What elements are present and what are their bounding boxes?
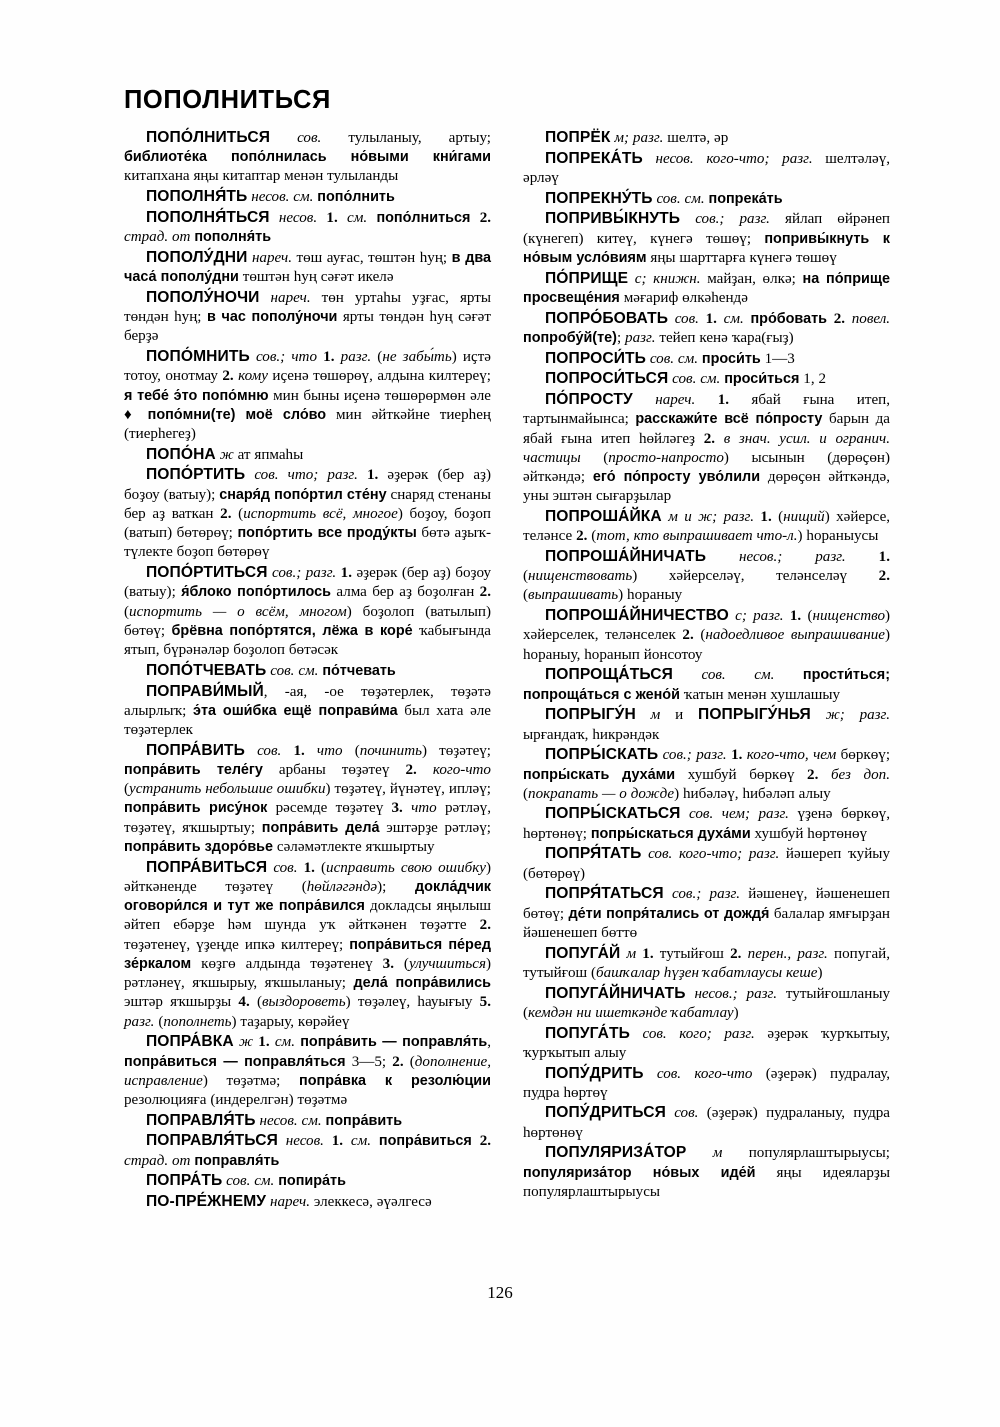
dictionary-entry: ПОПРЁК м; разг. шелтә, әр <box>545 129 729 146</box>
dictionary-entry: ПОПРЕКНУ́ТЬ сов. см. попрека́ть <box>545 189 783 207</box>
dictionary-entry: ПОПРЫ́СКАТЬСЯ сов. чем; разг. үҙенә бөркөү, һөртөнөү; попры́скаться духа́ми хушбуй һөртөнөү <box>523 805 890 842</box>
dictionary-entry: ПОПРОСИ́ТЬСЯ сов. см. проси́ться 1, 2 <box>545 370 827 388</box>
right-column <box>523 128 890 1213</box>
dictionary-entry: ПОПРИВЫ́КНУТЬ сов.; разг. яйлап өйрәнеп (күнегеп) китеү, күнегә төшөү; попривы́кнуть к но́вым усло́виям яңы шарттарға күнегә төшөү <box>523 210 891 266</box>
dictionary-entry: ПОПО́ТЧЕВАТЬ сов. см. по́тчевать <box>146 661 396 679</box>
dictionary-entry: ПОПО́РТИТЬ сов. что; разг. 1. әҙерәк (бер аҙ) боҙоу (ватыу); снаря́д попо́ртил сте́ну снаряд стенаны бер аҙ ваткан 2. (испортить всё, многое) боҙоу, боҙоп (ватып) бөтөрөү; попо́ртить все проду́кты бөтә аҙыҡ-түлекте боҙоп бөтөрөү <box>124 466 492 561</box>
dictionary-entry: ПОПОЛУ́ДНИ нареч. төш ауғас, төштән һуң; в два часа́ пополу́дни төштән һуң сәғәт икелә <box>124 248 492 286</box>
dictionary-entry: ПО-ПРЕ́ЖНЕМУ нареч. элеккесә, әүәлгесә <box>146 1193 432 1211</box>
dictionary-entry: ПОПРА́ВКА ж 1. см. попра́вить — поправля́ть, попра́виться — поправля́ться 3—5; 2. (дополнение, исправление) төҙәтмә; попра́вка к резолю́ции резолюцияға (индерелгән) төҙәтмә <box>124 1033 491 1108</box>
dictionary-entry: ПОПРА́ВИТЬ сов. 1. что (починить) төҙәтеү; попра́вить теле́гу арбаны төҙәтеү 2. кого-что (устранить небольшие ошибки) төҙәтеү, йүнәтеү, ипләү; попра́вить рису́нок рәсемде төҙәтеү 3. что рәтләү, төҙәтеү, яҡшыртыу; попра́вить дела́ эштәрҙе рәтләү; попра́вить здоро́вье сәләмәтлекте яҡшыртыу <box>124 741 492 855</box>
dictionary-entry: ПОПРА́ВИТЬСЯ сов. 1. (исправить свою ошибку) әйткәненде төҙәтеү (һөйләгәндә); докла́дчик оговори́лся и тут же попра́вился докладсы яңылыш әйтеп ебәрҙе һәм шунда уҡ әйткәнен төҙәтте 2. төҙәтенеү, үҙеңде ипкә килтереү; попра́виться пе́ред зе́ркалом көҙгө алдында төҙәтенеү 3. (улучшиться) рәтләнеү, яҡшырыу, яҡшыланыу; дела́ попра́вились эштәр яҡшырҙы 4. (выздороветь) төҙәлеү, һауығыу 5. разг. (пополнеть) таҙарыу, көрәйеү <box>124 858 492 1030</box>
dictionary-entry: ПОПРО́БОВАТЬ сов. 1. см. про́бовать 2. повел. попробу́й(те); разг. тейеп кенә ҡара(ғыҙ) <box>523 309 891 346</box>
dictionary-entry: ПОПРА́ТЬ сов. см. попира́ть <box>146 1172 346 1190</box>
dictionary-entry: ПОПУ́ДРИТЬСЯ сов. (әҙерәк) пудраланыу, пудра һөртөнөү <box>523 1104 891 1141</box>
dictionary-entry: ПОПРЫ́СКАТЬ сов.; разг. 1. кого-что, чем бөркөү; попры́скать духа́ми хушбуй бөркөү 2. без доп. (покрапать — о дожде) һибәләү, һибәләп алыу <box>523 746 891 802</box>
dictionary-entry: ПОПОЛУ́НОЧИ нареч. төн уртаһы уҙғас, ярты төндән һуң; в час пополу́ночи ярты төндән һуң сәғәт берҙә <box>124 288 491 345</box>
dictionary-entry: ПОПРОСИ́ТЬ сов. см. проси́ть 1—3 <box>545 349 795 367</box>
dictionary-entry: ПОПРАВИ́МЫЙ, -ая, -ое төҙәтерлек, төҙәтә алырлыҡ; э́та оши́бка ещё поправи́ма был хата әле төҙәтерлек <box>124 682 491 739</box>
dictionary-entry: ПОПРОЩА́ТЬСЯ сов. см. прости́ться; попроща́ться с жено́й ҡатын менән хушлашыу <box>523 666 890 703</box>
two-column-body <box>124 128 890 1213</box>
dictionary-entry: ПОПРОША́ЙНИЧАТЬ несов.; разг. 1. (нищенствовать) хәйерселәү, теләнселәү 2. (выпрашивать) һораныу <box>523 547 890 604</box>
dictionary-entry: ПОПОЛНЯ́ТЬ несов. см. попо́лнить <box>146 188 395 206</box>
left-column <box>124 128 491 1213</box>
dictionary-entry: ПОПРАВЛЯ́ТЬСЯ несов. 1. см. попра́виться 2. страд. от поправля́ть <box>124 1132 492 1169</box>
dictionary-entry: ПОПО́РТИТЬСЯ сов.; разг. 1. әҙерәк (бер аҙ) боҙоу (ватыу); я́блоко попо́ртилось алма бер аҙ боҙолған 2. (испортить — о всём, многом) боҙолоп (ватылып) бөтөү; брёвна попо́ртятся, лёжа в коре́ ҡабығында ятып, бүрәнәләр боҙолоп бөтәсәк <box>124 564 492 659</box>
dictionary-entry: ПОПРЫГУ́Н м и ПОПРЫГУ́НЬЯ ж; разг. ырғандаҡ, һикрәндәк <box>523 706 891 743</box>
dictionary-entry: ПОПРАВЛЯ́ТЬ несов. см. попра́вить <box>146 1111 403 1129</box>
dictionary-entry: ПОПРЕКА́ТЬ несов. кого-что; разг. шелтәләү, әрләү <box>523 149 891 186</box>
dictionary-entry: ПО́ПРОСТУ нареч. 1. ябай ғына итеп, тартынмайынса; расскажи́те всё по́просту барын да ябай ғына итеп һөйләгеҙ 2. в знач. усил. и огранич. частицы (просто-напросто) ысынын (дөрөҫөн) әйткәндә; его́ по́просту уво́лили дөрөҫөн әйткәндә, уны эштән сығарҙылар <box>523 391 891 505</box>
dictionary-entry: ПОПРЯ́ТАТЬСЯ сов.; разг. йәшенеү, йәшенешеп бөтөү; де́ти попря́тались от дождя́ балалар ямғырҙан йәшенешеп бөттө <box>523 885 891 941</box>
dictionary-entry: ПО́ПРИЩЕ с; книжн. майҙан, өлкә; на по́прище просвеще́ния мәғариф өлкәһендә <box>523 269 891 306</box>
dictionary-entry: ПОПРОША́ЙКА м и ж; разг. 1. (нищий) хәйерсе, теләнсе 2. (тот, кто выпрашивает что-л.) һораныусы <box>523 507 891 545</box>
dictionary-entry: ПОПОЛНЯ́ТЬСЯ несов. 1. см. попо́лниться 2. страд. от пополня́ть <box>124 208 492 246</box>
dictionary-entry: ПОПО́МНИТЬ сов.; что 1. разг. (не забы́ть) иҫтә тотоу, онотмау 2. кому иҫенә төшөрөү, алдына килтереү; я тебе́ э́то попо́мню мин быны иҫенә төшөрөрмөн әле ♦ попо́мни(те) моё сло́во мин әйткәйне тиерһең (тиерһегеҙ) <box>124 348 491 443</box>
dictionary-entry: ПОПРЯ́ТАТЬ сов. кого-что; разг. йәшереп ҡуйыу (бөтөрөү) <box>523 845 890 882</box>
dictionary-entry: ПОПУГА́ТЬ сов. кого; разг. әҙерәк ҡурҡытыу, ҡурҡытып алыу <box>523 1024 891 1061</box>
running-head: ПОПОЛНИТЬСЯ <box>124 86 331 114</box>
dictionary-entry: ПОПУГА́Й м 1. тутыйғош 2. перен., разг. попугай, тутыйғош (башҡалар һүҙен ҡабатлаусы кеше) <box>523 944 890 981</box>
dictionary-entry: ПОПУ́ДРИТЬ сов. кого-что (әҙерәк) пудралау, пудра һөртөү <box>523 1064 891 1101</box>
dictionary-entry: ПОПО́ЛНИТЬСЯ сов. тулыланыу, артыу; библиоте́ка попо́лнилась но́выми кни́гами китапхана яңы китаптар менән тулыланды <box>124 129 491 185</box>
dictionary-entry: ПОПО́НА ж ат япмаһы <box>146 445 304 463</box>
page-number: 126 <box>487 1283 513 1302</box>
dictionary-entry: ПОПРОША́ЙНИЧЕСТВО с; разг. 1. (нищенство) хәйерселек, теләнселек 2. (надоедливое выпрашивание) һораныу, һоранып йонсотоу <box>523 607 891 663</box>
dictionary-entry: ПОПУГА́ЙНИЧАТЬ несов.; разг. тутыйғошланыу (кемдән ни ишеткәнде ҡабатлау) <box>523 984 891 1021</box>
dictionary-entry: ПОПУЛЯРИЗА́ТОР м популярлаштырыусы; популяриза́тор но́вых иде́й яңы идеяларҙы популярлаштырыусы <box>523 1144 890 1200</box>
